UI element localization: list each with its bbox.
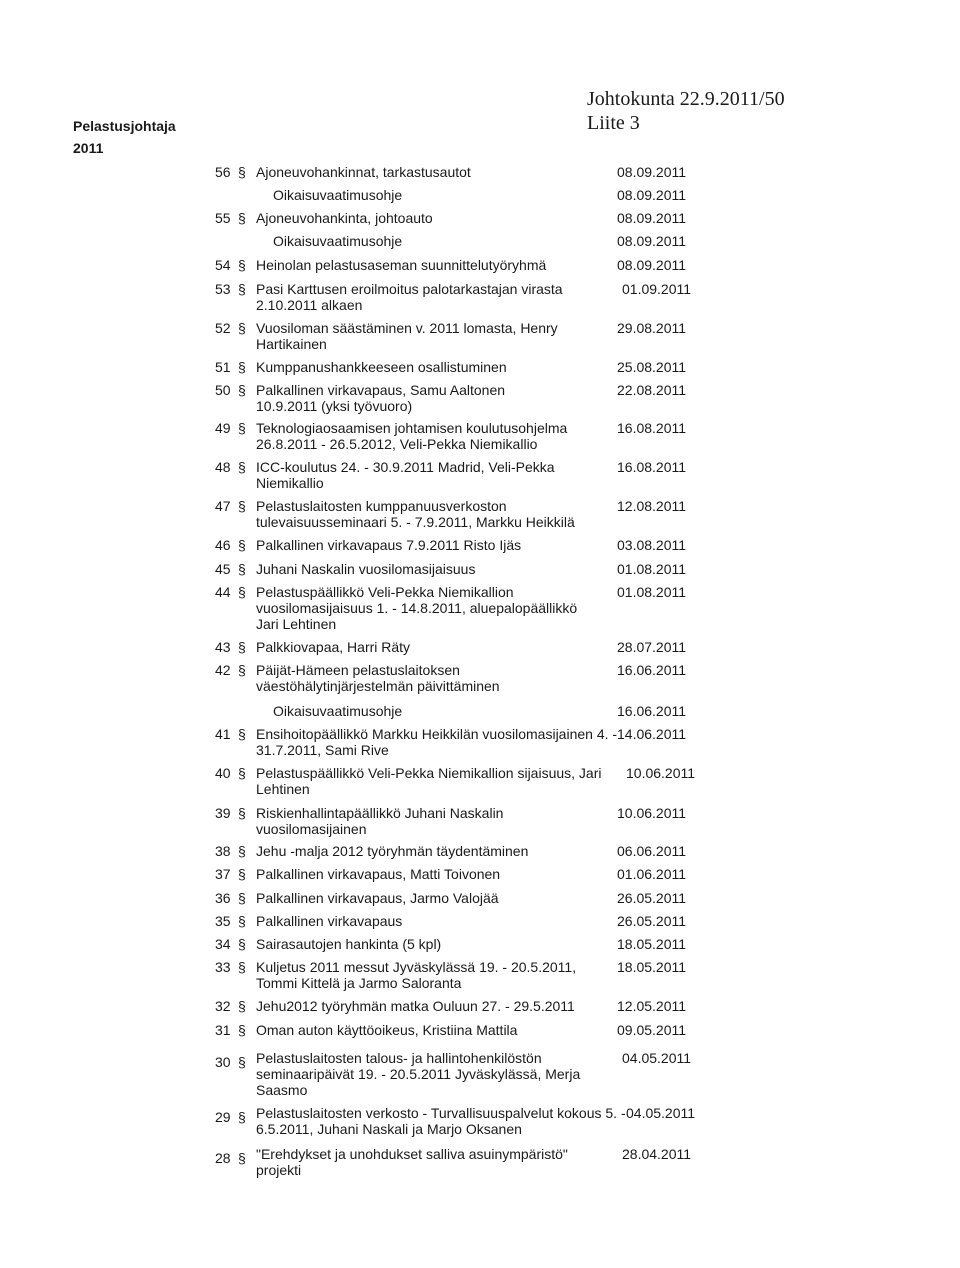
item-date: 08.09.2011	[617, 257, 687, 273]
section-sign: §	[238, 257, 246, 273]
item-number: 55	[215, 210, 231, 226]
item-number: 36	[215, 890, 231, 906]
item-title: Palkallinen virkavapaus, Jarmo Valojää	[256, 890, 499, 906]
item-date: 10.06.2011	[626, 765, 696, 781]
item-number: 53	[215, 281, 231, 297]
item-title: ICC-koulutus 24. - 30.9.2011 Madrid, Veli-Pekka Niemikallio	[256, 459, 555, 491]
section-sign: §	[238, 866, 246, 882]
item-number: 45	[215, 561, 231, 577]
item-date: 16.08.2011	[617, 420, 687, 436]
item-date: 16.08.2011	[617, 459, 687, 475]
item-number: 52	[215, 320, 231, 336]
item-date: 12.05.2011	[617, 998, 687, 1014]
item-date: 26.05.2011	[617, 913, 687, 929]
item-date: 08.09.2011	[617, 233, 687, 249]
section-sign: §	[238, 959, 246, 975]
item-number: 30	[215, 1054, 231, 1070]
item-title: Palkallinen virkavapaus 7.9.2011 Risto Ijäs	[256, 537, 522, 553]
item-title: Juhani Naskalin vuosilomasijaisuus	[256, 561, 476, 577]
section-sign: §	[238, 1150, 246, 1166]
item-title: Pasi Karttusen eroilmoitus palotarkastajan virasta 2.10.2011 alkaen	[256, 281, 563, 313]
item-date: 12.08.2011	[617, 498, 687, 514]
section-sign: §	[238, 726, 246, 742]
item-number: 34	[215, 936, 231, 952]
section-sign: §	[238, 459, 246, 475]
item-title: Riskienhallintapäällikkö Juhani Naskalin vuosilomasijainen	[256, 805, 504, 837]
section-sign: §	[238, 843, 246, 859]
item-number: 43	[215, 639, 231, 655]
item-title: Jehu -malja 2012 työryhmän täydentäminen	[256, 843, 529, 859]
item-title: Vuosiloman säästäminen v. 2011 lomasta, Henry Hartikainen	[256, 320, 558, 352]
item-number: 49	[215, 420, 231, 436]
item-title: Palkallinen virkavapaus, Samu Aaltonen 10.9.2011 (yksi työvuoro)	[256, 382, 506, 414]
org-title: Pelastusjohtaja	[73, 118, 176, 134]
item-title: Oikaisuvaatimusohje	[273, 187, 403, 203]
item-date: 08.09.2011	[617, 164, 687, 180]
header-year: 2011	[73, 140, 104, 156]
item-date: 26.05.2011	[617, 890, 687, 906]
item-title: Ajoneuvohankinta, johtoauto	[256, 210, 433, 226]
section-sign: §	[238, 662, 246, 678]
item-number: 47	[215, 498, 231, 514]
item-number: 41	[215, 726, 231, 742]
item-date: 01.08.2011	[617, 584, 687, 600]
item-date: 29.08.2011	[617, 320, 687, 336]
item-title: Oman auton käyttöoikeus, Kristiina Mattila	[256, 1022, 518, 1038]
item-title: "Erehdykset ja unohdukset salliva asuinympäristö" projekti	[256, 1146, 568, 1178]
item-title: Pelastuspäällikkö Veli-Pekka Niemikallion sijaisuus, Jari Lehtinen	[256, 765, 602, 797]
item-number: 39	[215, 805, 231, 821]
section-sign: §	[238, 537, 246, 553]
section-sign: §	[238, 913, 246, 929]
item-number: 38	[215, 843, 231, 859]
item-title: Jehu2012 työryhmän matka Ouluun 27. - 29.5.2011	[256, 998, 575, 1014]
header-right	[587, 87, 785, 135]
item-title: Heinolan pelastusaseman suunnittelutyöryhmä	[256, 257, 547, 273]
item-title: Oikaisuvaatimusohje	[273, 233, 403, 249]
item-date: 03.08.2011	[617, 537, 687, 553]
item-date: 01.09.2011	[622, 281, 692, 297]
section-sign: §	[238, 281, 246, 297]
section-sign: §	[238, 210, 246, 226]
item-date: 14.06.2011	[617, 726, 687, 742]
section-sign: §	[238, 382, 246, 398]
section-sign: §	[238, 1022, 246, 1038]
item-title: Ensihoitopäällikkö Markku Heikkilän vuosilomasijainen 4. - 31.7.2011, Sami Rive	[256, 726, 618, 758]
item-number: 35	[215, 913, 231, 929]
item-date: 28.07.2011	[617, 639, 687, 655]
item-date: 09.05.2011	[617, 1022, 687, 1038]
item-title: Pelastuslaitosten verkosto - Turvallisuuspalvelut kokous 5. - 6.5.2011, Juhani Naskali ja Marjo Oksanen	[256, 1105, 626, 1137]
item-date: 22.08.2011	[617, 382, 687, 398]
item-date: 16.06.2011	[617, 703, 687, 719]
section-sign: §	[238, 1109, 246, 1125]
section-sign: §	[238, 890, 246, 906]
section-sign: §	[238, 359, 246, 375]
section-sign: §	[238, 584, 246, 600]
item-date: 08.09.2011	[617, 210, 687, 226]
item-number: 46	[215, 537, 231, 553]
item-title: Ajoneuvohankinnat, tarkastusautot	[256, 164, 471, 180]
item-title: Pelastuslaitosten kumppanuusverkoston tulevaisuusseminaari 5. - 7.9.2011, Markku Heikkilä	[256, 498, 575, 530]
section-sign: §	[238, 320, 246, 336]
section-sign: §	[238, 498, 246, 514]
item-title: Päijät-Hämeen pelastuslaitoksen väestöhälytinjärjestelmän päivittäminen	[256, 662, 500, 694]
item-date: 08.09.2011	[617, 187, 687, 203]
section-sign: §	[238, 420, 246, 436]
item-title: Kuljetus 2011 messut Jyväskylässä 19. - 20.5.2011, Tommi Kittelä ja Jarmo Saloranta	[256, 959, 577, 991]
item-date: 25.08.2011	[617, 359, 687, 375]
section-sign: §	[238, 936, 246, 952]
item-number: 48	[215, 459, 231, 475]
item-title: Kumppanushankkeeseen osallistuminen	[256, 359, 507, 375]
item-date: 04.05.2011	[622, 1050, 692, 1066]
attachment-label: Liite 3	[587, 112, 640, 134]
item-date: 10.06.2011	[617, 805, 687, 821]
header-left	[73, 115, 176, 159]
item-number: 44	[215, 584, 231, 600]
section-sign: §	[238, 1054, 246, 1070]
item-number: 32	[215, 998, 231, 1014]
section-sign: §	[238, 805, 246, 821]
item-number: 56	[215, 164, 231, 180]
section-sign: §	[238, 164, 246, 180]
item-number: 54	[215, 257, 231, 273]
item-date: 06.06.2011	[617, 843, 687, 859]
item-number: 37	[215, 866, 231, 882]
item-number: 31	[215, 1022, 231, 1038]
item-title: Pelastuslaitosten talous- ja hallintohenkilöstön seminaaripäivät 19. - 20.5.2011 Jyväskylässä, Merja Saasmo	[256, 1050, 581, 1098]
section-sign: §	[238, 765, 246, 781]
section-sign: §	[238, 998, 246, 1014]
item-title: Pelastuspäällikkö Veli-Pekka Niemikallion vuosilomasijaisuus 1. - 14.8.2011, aluepalopäällikkö Jari Lehtinen	[256, 584, 578, 632]
item-title: Oikaisuvaatimusohje	[273, 703, 403, 719]
section-sign: §	[238, 561, 246, 577]
item-date: 01.08.2011	[617, 561, 687, 577]
item-number: 50	[215, 382, 231, 398]
item-title: Palkkiovapaa, Harri Räty	[256, 639, 411, 655]
item-date: 18.05.2011	[617, 959, 687, 975]
item-title: Palkallinen virkavapaus, Matti Toivonen	[256, 866, 501, 882]
item-date: 18.05.2011	[617, 936, 687, 952]
meeting-reference: Johtokunta 22.9.2011/50	[587, 88, 785, 110]
item-date: 28.04.2011	[622, 1146, 692, 1162]
item-number: 29	[215, 1109, 231, 1125]
item-title: Sairasautojen hankinta (5 kpl)	[256, 936, 442, 952]
item-number: 42	[215, 662, 231, 678]
item-number: 33	[215, 959, 231, 975]
item-title: Teknologiaosaamisen johtamisen koulutusohjelma 26.8.2011 - 26.5.2012, Veli-Pekka Niemikallio	[256, 420, 568, 452]
item-date: 04.05.2011	[626, 1105, 696, 1121]
item-number: 51	[215, 359, 231, 375]
item-date: 16.06.2011	[617, 662, 687, 678]
item-date: 01.06.2011	[617, 866, 687, 882]
item-number: 28	[215, 1150, 231, 1166]
item-number: 40	[215, 765, 231, 781]
item-title: Palkallinen virkavapaus	[256, 913, 403, 929]
section-sign: §	[238, 639, 246, 655]
